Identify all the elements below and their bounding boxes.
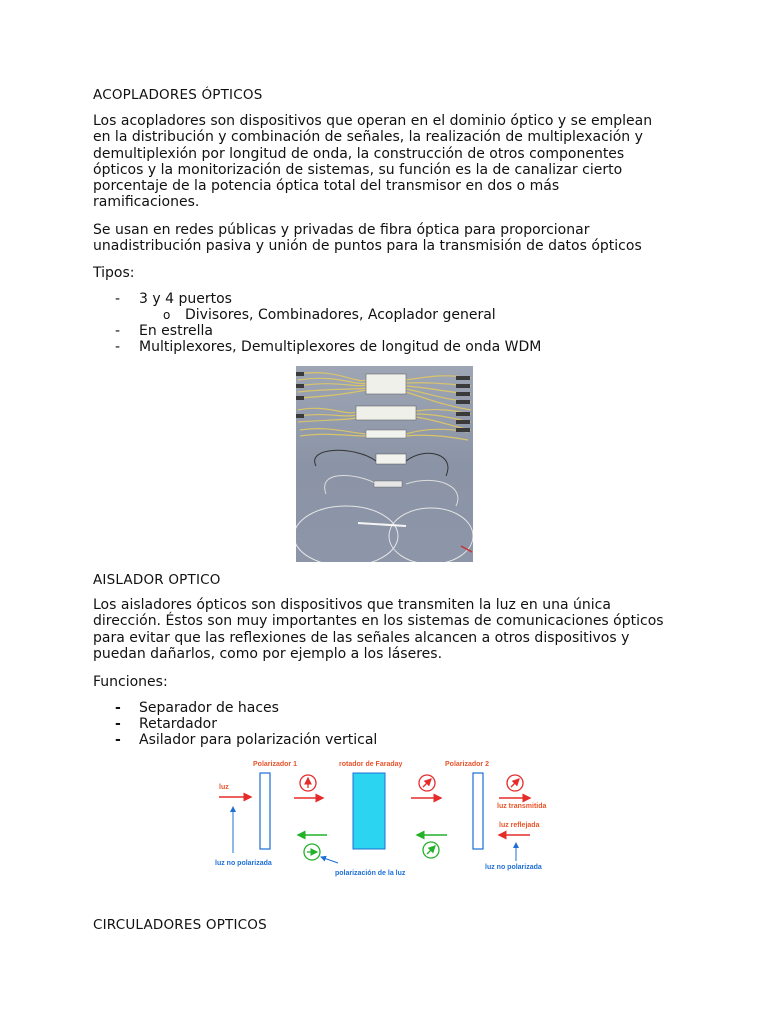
section-title-aislador: AISLADOR OPTICO — [93, 572, 221, 588]
label-transmitted: luz transmitida — [497, 803, 547, 810]
list-item: - Retardador — [115, 716, 217, 732]
fiber-couplers-photo — [296, 366, 473, 562]
label-polarization: polarización de la luz — [335, 870, 406, 877]
polarizer-2 — [473, 773, 483, 849]
faraday-rotator — [353, 773, 385, 849]
text-line: ópticos y la monitorización de sistemas, su función es la de canalizar cierto — [93, 161, 623, 178]
aislador-paragraph — [93, 597, 683, 662]
list-item: - 3 y 4 puertos — [115, 291, 232, 307]
polarizer-1 — [260, 773, 270, 849]
list-item: - Separador de haces — [115, 700, 279, 716]
list-item: - Multiplexores, Demultiplexores de longitud de onda WDM — [115, 339, 542, 355]
types-list — [93, 291, 541, 355]
text-line: para evitar que las reflexiones de las señales alcancen a otros dispositivos y — [93, 629, 630, 646]
label-light: luz — [219, 784, 229, 791]
text-line: Los aisladores ópticos son dispositivos que transmiten la luz en una única — [93, 597, 611, 613]
label-unpolarized-left: luz no polarizada — [215, 860, 272, 867]
text-line: dirección. Éstos son muy importantes en los sistemas de comunicaciones ópticos — [93, 613, 664, 630]
label-polarizer-1: Polarizador 1 — [253, 761, 297, 768]
label-reflected: luz reflejada — [499, 822, 540, 829]
optical-isolator-diagram — [205, 755, 570, 880]
acopladores-usage-paragraph — [93, 222, 683, 255]
text-line: Se usan en redes públicas y privadas de fibra óptica para proporcionar — [93, 222, 590, 238]
text-line: ramificaciones. — [93, 194, 200, 211]
section-title-acopladores: ACOPLADORES ÓPTICOS — [93, 87, 263, 103]
text-line: unadistribución pasiva y unión de puntos para la transmisión de datos ópticos — [93, 238, 642, 255]
polarization-pointer — [321, 857, 338, 863]
label-faraday-rotator: rotador de Faraday — [339, 761, 403, 768]
text-line: porcentaje de la potencia óptica total del transmisor en dos o más — [93, 178, 560, 195]
label-unpolarized-right: luz no polarizada — [485, 864, 542, 871]
acopladores-paragraph — [93, 113, 683, 211]
functions-label: Funciones: — [93, 674, 168, 690]
text-line: Los acopladores son dispositivos que operan en el dominio óptico y se emplean — [93, 113, 653, 129]
text-line: demultiplexión por longitud de onda, la construcción de otros componentes — [93, 145, 625, 162]
functions-list — [93, 700, 377, 748]
list-item: - Asilador para polarización vertical — [115, 732, 378, 748]
types-label: Tipos: — [93, 265, 135, 281]
text-line: puedan dañarlos, como por ejemplo a los láseres. — [93, 645, 443, 662]
list-item: o Divisores, Combinadores, Acoplador general — [163, 307, 496, 323]
section-title-circuladores: CIRCULADORES OPTICOS — [93, 917, 267, 933]
list-item: - En estrella — [115, 323, 213, 339]
fiber-couplers-illustration — [296, 366, 473, 562]
label-polarizer-2: Polarizador 2 — [445, 761, 489, 768]
text-line: en la distribución y combinación de señales, la realización de multiplexación y — [93, 129, 643, 146]
